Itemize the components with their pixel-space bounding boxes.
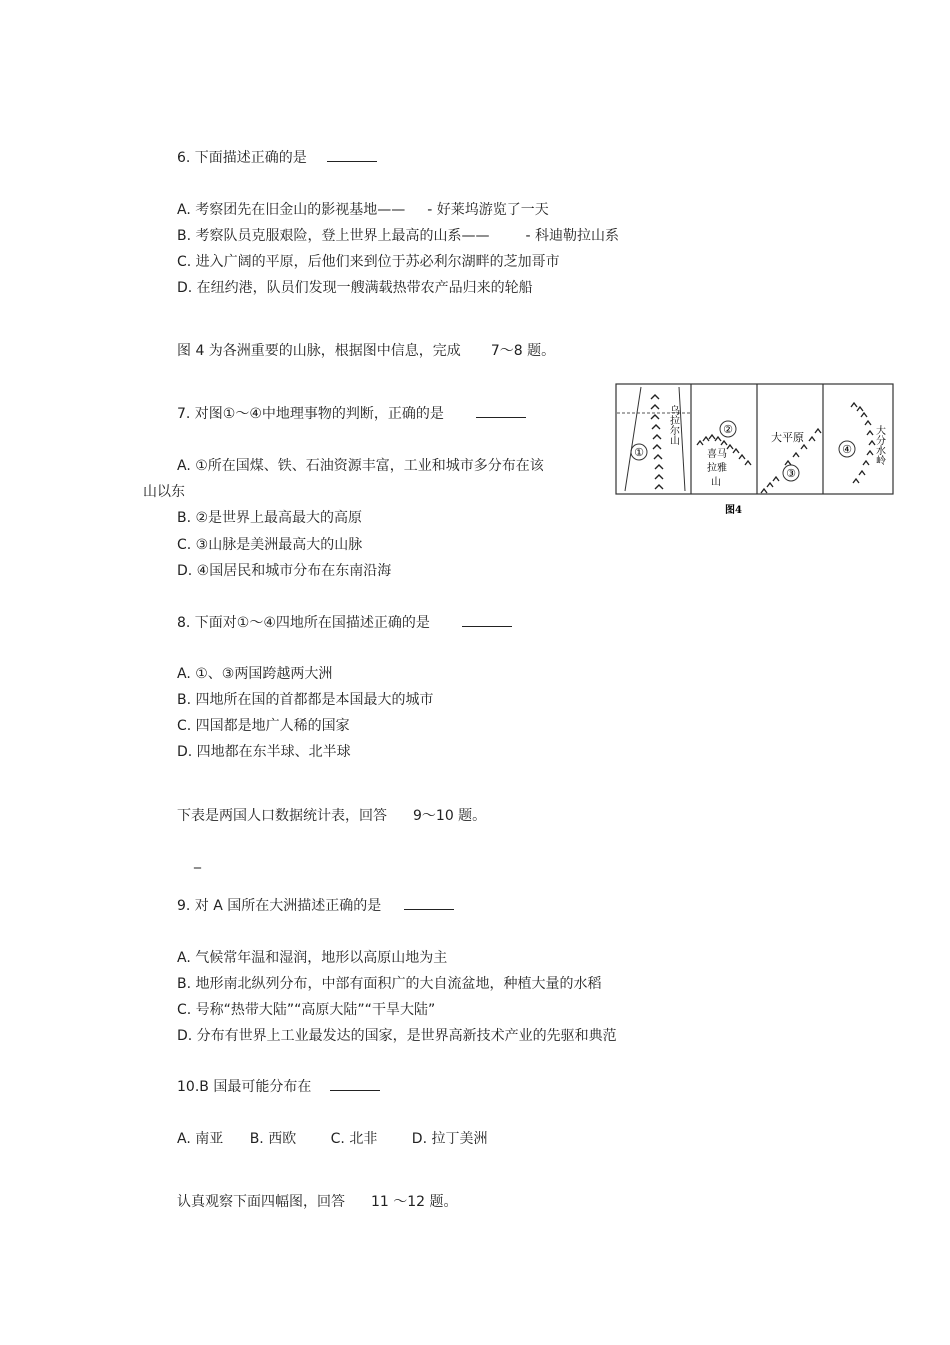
- q8-option-b: B. 四地所在国的首都都是本国最大的城市: [177, 692, 434, 708]
- figure-caption: 图4: [725, 505, 742, 516]
- q9-stem-text: 9. 对 A 国所在大洲描述正确的是: [177, 898, 382, 914]
- q7-stem-text: 7. 对图①～④中地理事物的判断，正确的是: [177, 406, 444, 422]
- q10-option-a: A. 南亚: [177, 1131, 224, 1147]
- q6-option-d: D. 在纽约港，队员们发现一艘满载热带农产品归来的轮船: [177, 280, 533, 296]
- q6-option-a-text-2: - 好莱坞游览了一天: [427, 202, 549, 218]
- q9-option-d: D. 分布有世界上工业最发达的国家，是世界高新技术产业的先驱和典范: [177, 1028, 617, 1044]
- q10-options: [177, 1130, 487, 1148]
- q8-option-a: A. ①、③两国跨越两大洲: [177, 666, 333, 682]
- intro-7-8-range: 7～8 题。: [490, 343, 556, 359]
- answer-blank[interactable]: [327, 149, 377, 162]
- q10-option-c: C. 北非: [330, 1131, 378, 1147]
- panel-3-label: ③: [786, 467, 796, 480]
- intro-11-12-range: 11 ～12 题。: [371, 1194, 458, 1210]
- answer-blank[interactable]: [476, 405, 526, 418]
- q9-option-c: C. 号称“热带大陆”“高原大陆”“干旱大陆”: [177, 1002, 436, 1018]
- q8-option-d: D. 四地都在东半球、北半球: [177, 744, 351, 760]
- q10-stem-text: 10.B 国最可能分布在: [177, 1079, 312, 1095]
- q9-stem: [177, 897, 454, 915]
- answer-blank[interactable]: [330, 1078, 380, 1091]
- q8-stem: [177, 614, 512, 632]
- intro-11-12: [177, 1193, 458, 1211]
- q7-option-b: B. ②是世界上最高最大的高原: [177, 510, 363, 526]
- panel-2-label: ②: [723, 423, 733, 436]
- q9-option-a: A. 气候常年温和湿润，地形以高原山地为主: [177, 950, 448, 966]
- panel-4-mountain-name: 大分水岭: [873, 425, 885, 465]
- panel-3-plain-name: 大平原: [771, 431, 804, 444]
- q10-stem: [177, 1078, 380, 1096]
- q8-stem-text: 8. 下面对①～④四地所在国描述正确的是: [177, 615, 430, 631]
- q6-option-b: [177, 227, 619, 245]
- q7-option-c: C. ③山脉是美洲最高大的山脉: [177, 537, 363, 553]
- panel-4-label: ④: [842, 443, 852, 456]
- figure-4-svg: [615, 383, 895, 523]
- q9-option-b: B. 地形南北纵列分布，中部有面积广的大自流盆地，种植大量的水稻: [177, 976, 602, 992]
- panel-1-mountain-name: 乌拉尔山: [667, 405, 679, 445]
- intro-9-10-text: 下表是两国人口数据统计表，回答: [177, 808, 387, 824]
- q10-option-b: B. 西欧: [249, 1131, 297, 1147]
- intro-11-12-text: 认真观察下面四幅图，回答: [177, 1194, 345, 1210]
- q6-option-b-text-2: - 科迪勒拉山系: [525, 228, 620, 244]
- q7-option-d: D. ④国居民和城市分布在东南沿海: [177, 563, 392, 579]
- q6-option-a-text: A. 考察团先在旧金山的影视基地——: [177, 202, 406, 218]
- q10-option-d: D. 拉丁美洲: [411, 1131, 488, 1147]
- answer-blank[interactable]: [404, 897, 454, 910]
- q6-option-b-text: B. 考察队员克服艰险，登上世界上最高的山系——: [177, 228, 490, 244]
- q8-option-c: C. 四国都是地广人稀的国家: [177, 718, 350, 734]
- q7-option-a: A. ①所在国煤、铁、石油资源丰富，工业和城市多分布在该: [177, 458, 544, 474]
- q6-stem: [177, 149, 377, 167]
- q6-option-a: [177, 201, 549, 219]
- intro-7-8: [177, 342, 555, 360]
- q7-option-a-cont: 山以东: [143, 484, 185, 500]
- intro-7-8-text: 图 4 为各洲重要的山脉，根据图中信息，完成: [177, 343, 461, 359]
- table-placeholder-dash: _: [194, 853, 201, 869]
- intro-9-10: [177, 807, 486, 825]
- q6-option-c: C. 进入广阔的平原，后他们来到位于苏必利尔湖畔的芝加哥市: [177, 254, 560, 270]
- figure-4-mountains: [615, 383, 895, 523]
- q6-stem-text: 6. 下面描述正确的是: [177, 150, 307, 166]
- panel-2-mountain-name: 喜马拉雅山: [707, 449, 727, 488]
- answer-blank[interactable]: [462, 614, 512, 627]
- intro-9-10-range: 9～10 题。: [413, 808, 487, 824]
- q7-stem: [177, 405, 526, 423]
- panel-1-label: ①: [634, 446, 644, 459]
